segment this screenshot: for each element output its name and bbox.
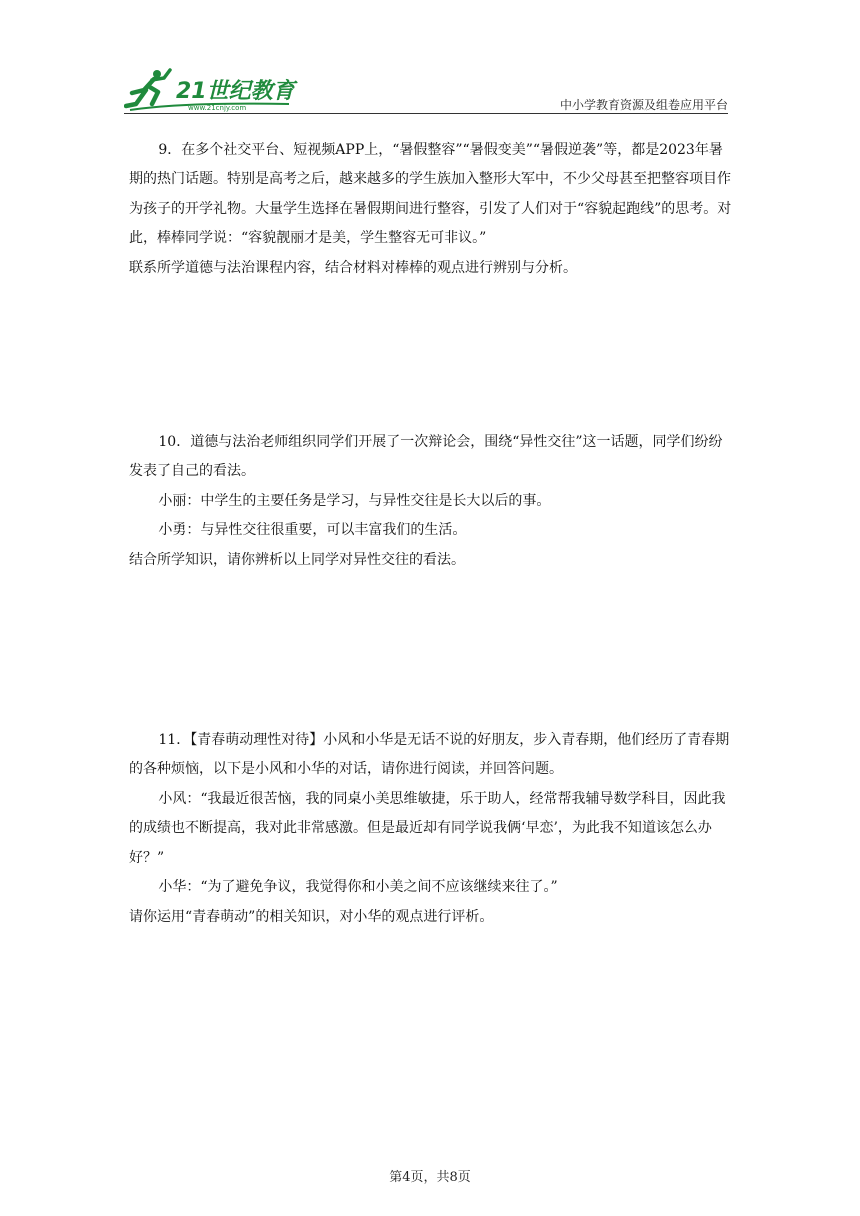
- question-9-prompt: 联系所学道德与法治课程内容，结合材料对棒棒的观点进行辨别与分析。: [129, 259, 577, 276]
- question-11-prompt: 请你运用“青春萌动”的相关知识，对小华的观点进行评析。: [129, 908, 494, 925]
- question-10-view-xiaoyong: 小勇：与异性交往很重要，可以丰富我们的生活。: [158, 522, 467, 539]
- svg-text:21世纪教育: 21世纪教育: [176, 79, 295, 104]
- question-10-stem: 10．道德与法治老师组织同学们开展了一次辩论会，围绕“异性交往”这一话题，同学们纷纷发表了自己的看法。: [129, 434, 723, 480]
- answer-space: [129, 283, 733, 428]
- page-header: [124, 66, 728, 116]
- question-11: [129, 726, 733, 932]
- question-10-prompt: 结合所学知识，请你辨析以上同学对异性交往的看法。: [129, 551, 465, 568]
- answer-space: [129, 575, 733, 726]
- platform-name: 中小学教育资源及组卷应用平台: [559, 98, 728, 112]
- site-logo: [124, 66, 299, 112]
- question-11-xiaofeng: 小风：“我最近很苦恼，我的同桌小美思维敏捷，乐于助人，经常帮我辅导数学科目，因此我的成绩也不断提高，我对此非常感激。但是最近却有同学说我俩‘早恋’，为此我不知道该怎么办好？”: [129, 790, 726, 866]
- question-9-stem: 9．在多个社交平台、短视频APP上，“暑假整容”“暑假变美”“暑假逆袭”等，都是2023年暑期的热门话题。特别是高考之后，越来越多的学生族加入整形大军中，不少父母甚至把整容项目作为孩子的开学礼物。大量学生选择在暑假期间进行整容，引发了人们对于“容貌起跑线”的思考。对此，棒棒同学说：“容貌靓丽才是美，学生整容无可非议。”: [129, 142, 732, 247]
- question-11-xiaohua: 小华：“为了避免争议，我觉得你和小美之间不应该继续来往了。”: [158, 879, 558, 896]
- question-11-stem: 11．【青春萌动理性对待】小风和小华是无话不说的好朋友，步入青春期，他们经历了青春期的各种烦恼，以下是小风和小华的对话，请你进行阅读，并回答问题。: [129, 732, 730, 778]
- question-content: [129, 136, 733, 932]
- question-9: [129, 136, 733, 283]
- question-10: [129, 428, 733, 575]
- header-divider: [124, 113, 728, 114]
- question-10-view-xiaoli: 小丽：中学生的主要任务是学习，与异性交往是长大以后的事。: [158, 492, 551, 509]
- page-number: 第4页，共8页: [389, 1170, 471, 1185]
- svg-text:www.21cnjy.com: www.21cnjy.com: [188, 104, 247, 112]
